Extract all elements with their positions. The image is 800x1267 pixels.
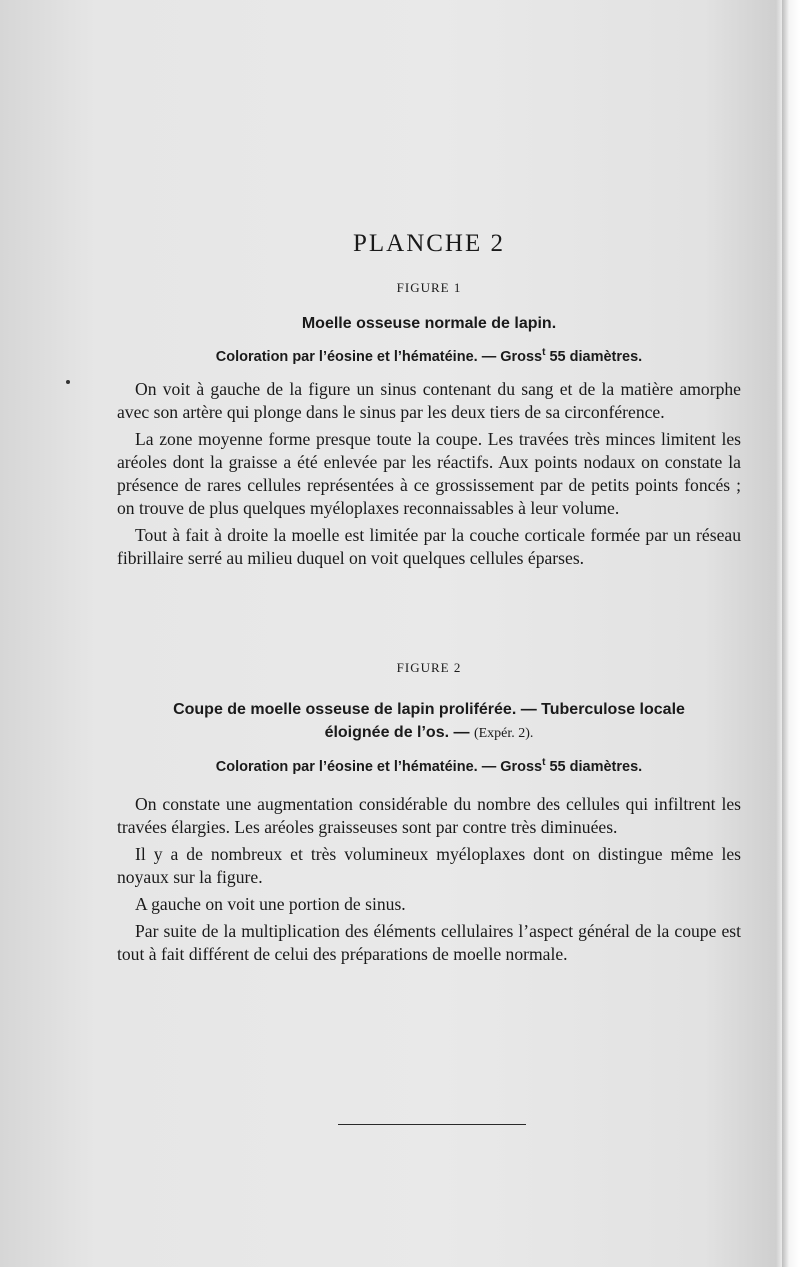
figure-1-coloration-main: Coloration par l’éosine et l’hématéine. — Gross <box>215 348 543 365</box>
page-edge-shadow <box>782 0 800 1267</box>
figure-1-paragraph: Tout à fait à droite la moelle est limitée par la couche corticale formée par un réseau fibrillaire serré au milieu duquel on voit quelques cellules éparses. <box>117 524 741 568</box>
figure-1-body <box>117 378 741 570</box>
figure-2-experiment-ref: (Expér. 2). <box>473 725 534 741</box>
figure-1-coloration-tail: 55 diamètres. <box>545 348 643 365</box>
figure-2-coloration-sup: t <box>542 756 546 768</box>
ink-speck <box>66 380 70 384</box>
figure-2-paragraph: Par suite de la multiplication des éléments cellulaires l’aspect général de la coupe est tout à fait différent de celui des préparations de moelle normale. <box>117 920 741 964</box>
figure-2-title-line-1: Coupe de moelle osseuse de lapin proliférée. — Tuberculose locale <box>173 700 685 718</box>
figure-2-coloration <box>117 757 741 775</box>
figure-2-section <box>117 660 741 966</box>
figure-2-label: FIGURE 2 <box>396 659 462 675</box>
figure-2-paragraph: A gauche on voit une portion de sinus. <box>135 893 406 914</box>
figure-1-section <box>117 280 741 570</box>
section-gap <box>117 570 741 660</box>
figure-1-paragraph: La zone moyenne forme presque toute la coupe. Les travées très minces limitent les aréoles dont la graisse a été enlevée par les réactifs. Aux points nodaux on constate la présence de rares cellules représentées à ce grossissement par de petits points foncés ; on trouve de plus quelques myéloplaxes reconnaissables à leur volume. <box>117 428 741 518</box>
figure-2-title-line-2-text: éloignée de l’os. — <box>324 723 474 741</box>
figure-1-coloration <box>117 347 741 365</box>
figure-1-label: FIGURE 1 <box>396 280 462 295</box>
figure-2-title-line-2 <box>117 721 741 745</box>
figure-2-coloration-tail: 55 diamètres. <box>545 758 643 775</box>
planche-title: PLANCHE 2 <box>352 230 506 257</box>
figure-1-title: Moelle osseuse normale de lapin. <box>301 315 557 332</box>
figure-2-title <box>117 698 741 745</box>
figure-1-paragraph: On voit à gauche de la figure un sinus contenant du sang et de la matière amorphe avec son artère qui plonge dans le sinus par les deux tiers de sa circonférence. <box>117 378 741 422</box>
figure-2-coloration-main: Coloration par l’éosine et l’hématéine. — Gross <box>215 758 543 775</box>
end-rule <box>338 1124 526 1125</box>
figure-2-paragraph: On constate une augmentation considérable du nombre des cellules qui infiltrent les travées élargies. Les aréoles graisseuses sont par contre très diminuées. <box>117 793 741 837</box>
figure-2-body <box>117 793 741 966</box>
page-content <box>117 222 741 966</box>
figure-1-coloration-sup: t <box>542 347 546 358</box>
figure-2-paragraph: Il y a de nombreux et très volumineux myéloplaxes dont on distingue même les noyaux sur la figure. <box>117 843 741 887</box>
